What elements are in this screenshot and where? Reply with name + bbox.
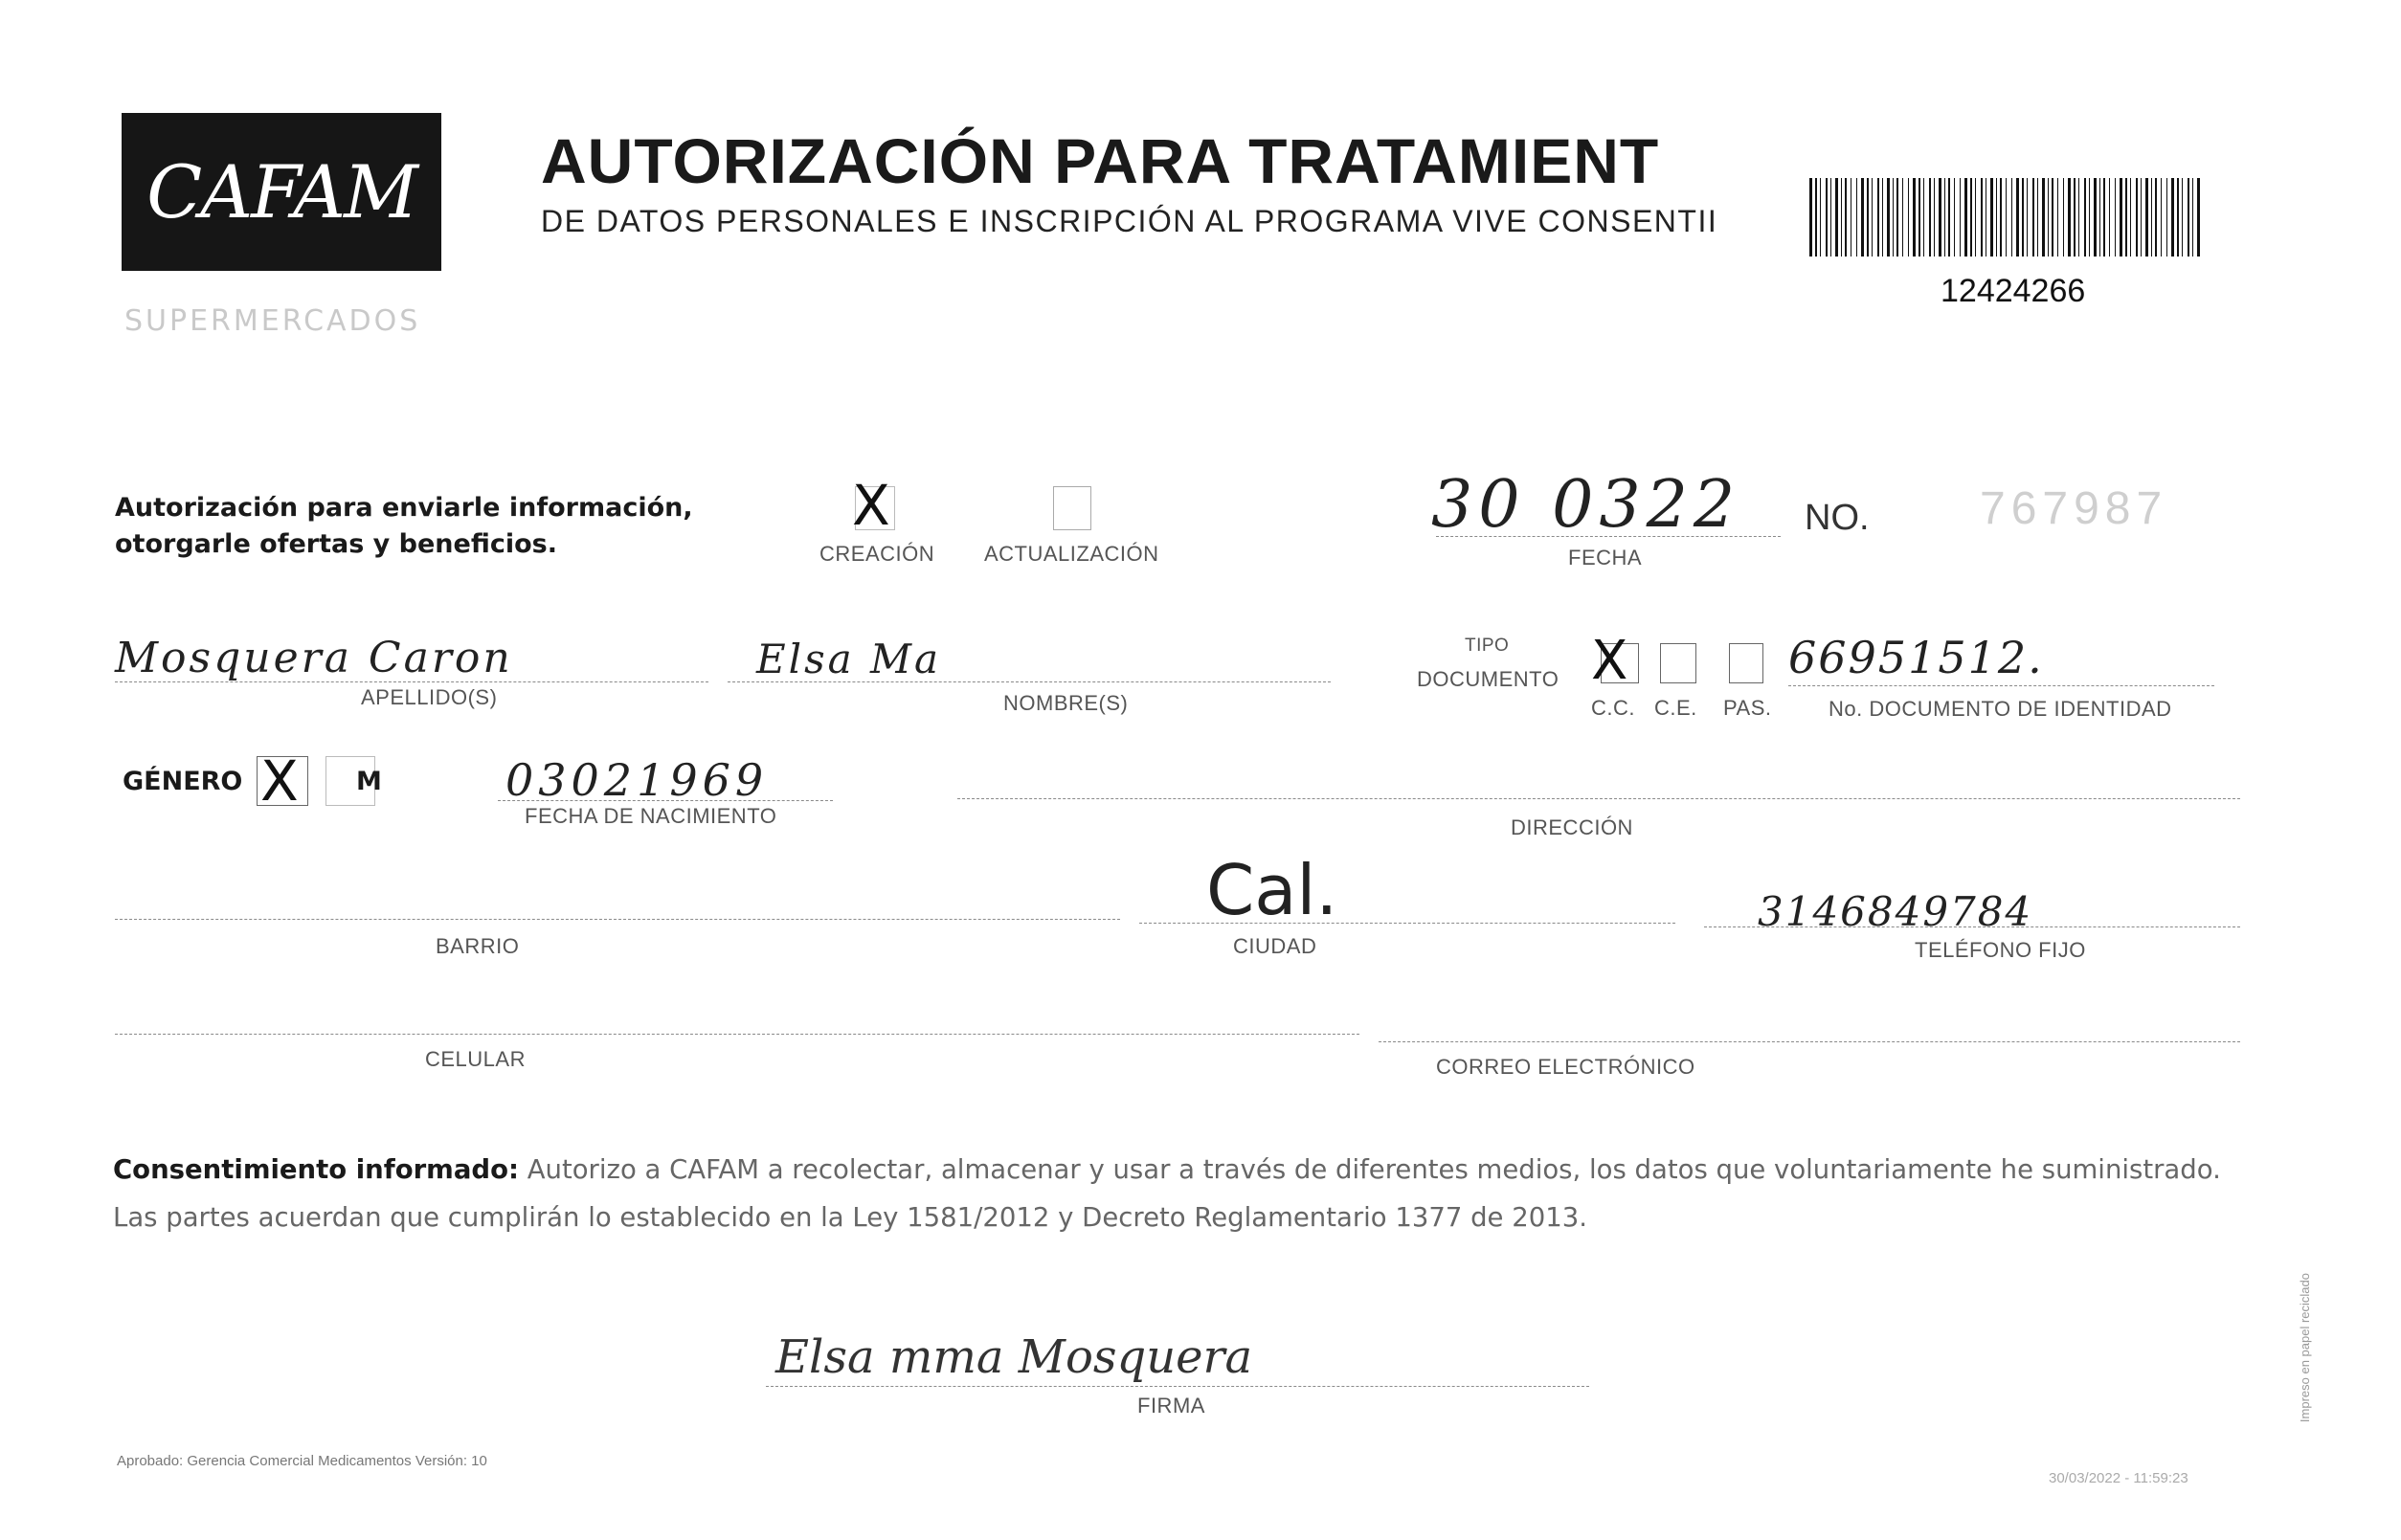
nacimiento-value: 03021969: [505, 754, 769, 806]
documento-label: No. DOCUMENTO DE IDENTIDAD: [1829, 697, 2172, 721]
footer-timestamp: 30/03/2022 - 11:59:23: [2049, 1470, 2188, 1486]
ciudad-value: Cal.: [1206, 850, 1338, 930]
no-label: NO.: [1805, 498, 1870, 538]
documento-type-label: DOCUMENTO: [1417, 667, 1560, 691]
authorization-line-2: otorgarle ofertas y beneficios.: [115, 529, 557, 559]
signature-label: FIRMA: [1137, 1394, 1205, 1417]
creacion-mark: X: [852, 473, 890, 538]
genero-label: GÉNERO: [123, 767, 243, 796]
pas-label: PAS.: [1723, 696, 1772, 720]
consent-text-2: Las partes acuerdan que cumplirán lo establecido en la Ley 1581/2012 y Decreto Reglamentario 1377 de 2013.: [113, 1202, 1587, 1233]
cc-mark: X: [1591, 630, 1628, 692]
ciudad-label: CIUDAD: [1233, 934, 1317, 958]
fecha-value: 30 0322: [1431, 467, 1741, 543]
ce-checkbox[interactable]: [1660, 643, 1696, 683]
side-note: Impreso en papel reciclado: [2298, 1273, 2312, 1423]
nombres-label: NOMBRE(S): [1003, 691, 1129, 715]
actualizacion-checkbox[interactable]: [1053, 486, 1091, 530]
genero-f-mark: X: [260, 748, 299, 814]
barcode: [1809, 178, 2202, 257]
no-value: 767987: [1980, 483, 2168, 534]
consent-lead: Consentimiento informado:: [113, 1154, 519, 1185]
cc-label: C.C.: [1591, 696, 1635, 720]
actualizacion-label: ACTUALIZACIÓN: [984, 542, 1159, 566]
direccion-label: DIRECCIÓN: [1511, 815, 1633, 839]
form-title: AUTORIZACIÓN PARA TRATAMIENT: [541, 125, 1660, 196]
authorization-line-1: Autorización para enviarle información,: [115, 493, 693, 523]
form-subtitle: DE DATOS PERSONALES E INSCRIPCIÓN AL PROGRAMA VIVE CONSENTII: [541, 204, 1718, 238]
footer-approval: Aprobado: Gerencia Comercial Medicamentos Versión: 10: [117, 1453, 487, 1469]
correo-label: CORREO ELECTRÓNICO: [1436, 1055, 1695, 1079]
nacimiento-label: FECHA DE NACIMIENTO: [525, 804, 777, 828]
tipo-label: TIPO: [1465, 636, 1510, 656]
creacion-label: CREACIÓN: [819, 542, 935, 566]
celular-label: CELULAR: [425, 1047, 526, 1071]
apellidos-value: Mosquera Caron: [115, 634, 513, 682]
consent-text-1: Autorizo a CAFAM a recolectar, almacenar y usar a través de diferentes medios, los datos que voluntariamente he suministrado.: [518, 1154, 2221, 1185]
ce-label: C.E.: [1654, 696, 1697, 720]
barcode-number: 12424266: [1941, 273, 2086, 309]
consent-paragraph: [113, 1146, 2248, 1241]
telefono-value: 3146849784: [1758, 888, 2033, 935]
telefono-label: TELÉFONO FIJO: [1915, 938, 2086, 962]
logo-subtitle: SUPERMERCADOS: [124, 304, 421, 338]
genero-m-label: M: [356, 767, 382, 796]
nombres-value: Elsa Ma: [756, 636, 942, 682]
signature-value: Elsa mma Mosquera: [775, 1330, 1253, 1384]
apellidos-label: APELLIDO(S): [361, 685, 498, 709]
documento-value: 66951512.: [1788, 632, 2044, 683]
pas-checkbox[interactable]: [1729, 643, 1763, 683]
barrio-label: BARRIO: [436, 934, 520, 958]
fecha-label: FECHA: [1568, 546, 1643, 569]
cafam-logo: CAFAM: [146, 149, 416, 234]
